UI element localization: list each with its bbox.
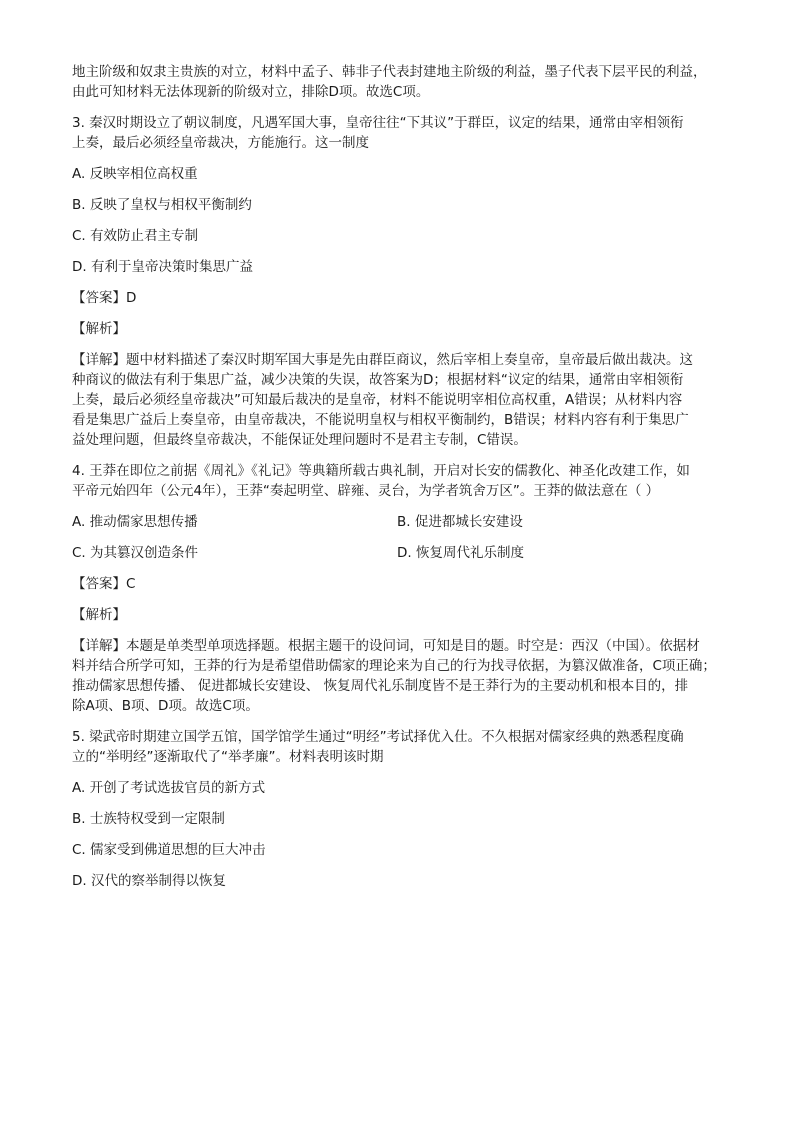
question-stem-line: 上奏，最后必须经皇帝裁决，方能施行。这一制度 bbox=[72, 135, 369, 151]
question-3-option-c: C. 有效防止君主专制 bbox=[72, 228, 199, 244]
question-3-stem bbox=[72, 113, 732, 153]
detail-line: 益处理问题，但最终皇帝裁决，不能保证处理问题时不是君主专制，C错误。 bbox=[72, 432, 527, 448]
question-4-option-d: D. 恢复周代礼乐制度 bbox=[397, 545, 524, 561]
question-stem-line: 平帝元始四年（公元4年），王莽“奏起明堂、辟雍、灵台，为学者筑舍万区”。王莽的做法意在（ ） bbox=[72, 483, 660, 499]
question-4-options-row-1 bbox=[72, 512, 732, 532]
detail-line: 推动儒家思想传播、 促进都城长安建设、 恢复周代礼乐制度皆不是王莽行为的主要动机和根本目的，排 bbox=[72, 678, 689, 694]
question-4-analysis-label: 【解析】 bbox=[72, 607, 126, 623]
detail-line: 看是集思广益后上奏皇帝，由皇帝裁决，不能说明皇权与相权平衡制约，B错误；材料内容有利于集思广 bbox=[72, 412, 689, 428]
document-page bbox=[72, 62, 732, 902]
question-stem-line: 立的“举明经”逐渐取代了“举孝廉”。材料表明该时期 bbox=[72, 749, 384, 765]
intro-paragraph bbox=[72, 62, 732, 102]
detail-line: 上奏，最后必须经皇帝裁决”可知最后裁决的是皇帝，材料不能说明宰相位高权重，A错误；从材料内容 bbox=[72, 392, 683, 408]
question-4-options-row-2 bbox=[72, 543, 732, 563]
question-4-answer: 【答案】C bbox=[72, 576, 136, 592]
intro-line: 由此可知材料无法体现新的阶级对立，排除D项。故选C项。 bbox=[72, 84, 430, 100]
question-3-option-d: D. 有利于皇帝决策时集思广益 bbox=[72, 259, 253, 275]
question-3-detail bbox=[72, 350, 732, 450]
question-5-stem bbox=[72, 727, 732, 767]
question-stem-line: 3. 秦汉时期设立了朝议制度，凡遇军国大事，皇帝往往“下其议”于群臣，议定的结果，通常由宰相领衔 bbox=[72, 115, 684, 131]
question-3-option-b: B. 反映了皇权与相权平衡制约 bbox=[72, 197, 252, 213]
question-5-option-a: A. 开创了考试选拔官员的新方式 bbox=[72, 780, 266, 796]
question-4-option-b: B. 促进都城长安建设 bbox=[397, 514, 523, 530]
detail-line: 【详解】题中材料描述了秦汉时期军国大事是先由群臣商议，然后宰相上奏皇帝，皇帝最后做出裁决。这 bbox=[72, 352, 693, 368]
question-stem-line: 5. 梁武帝时期建立国学五馆，国学馆学生通过“明经”考试择优入仕。不久根据对儒家经典的熟悉程度确 bbox=[72, 729, 684, 745]
question-stem-line: 4. 王莽在即位之前据《周礼》《礼记》等典籍所载古典礼制，开启对长安的儒教化、神圣化改建工作，如 bbox=[72, 463, 690, 479]
question-5-option-c: C. 儒家受到佛道思想的巨大冲击 bbox=[72, 842, 266, 858]
detail-line: 除A项、B项、D项。故选C项。 bbox=[72, 698, 259, 714]
question-4-option-a: A. 推动儒家思想传播 bbox=[72, 514, 198, 530]
detail-line: 【详解】本题是单类型单项选择题。根据主题干的设问词，可知是目的题。时空是：西汉（中国）。依据材 bbox=[72, 638, 700, 654]
question-3-answer: 【答案】D bbox=[72, 290, 137, 306]
question-4-option-c: C. 为其篡汉创造条件 bbox=[72, 545, 199, 561]
detail-line: 料并结合所学可知，王莽的行为是希望借助儒家的理论来为自己的行为找寻依据，为篡汉做准备，C项正确； bbox=[72, 658, 716, 674]
question-5-option-b: B. 士族特权受到一定限制 bbox=[72, 811, 225, 827]
question-4-stem bbox=[72, 461, 732, 501]
intro-line: 地主阶级和奴隶主贵族的对立，材料中孟子、韩非子代表封建地主阶级的利益，墨子代表下层平民的利益， bbox=[72, 64, 707, 80]
question-5-option-d: D. 汉代的察举制得以恢复 bbox=[72, 873, 226, 889]
question-3-analysis-label: 【解析】 bbox=[72, 321, 126, 337]
detail-line: 种商议的做法有利于集思广益，减少决策的失误，故答案为D；根据材料“议定的结果，通常由宰相领衔 bbox=[72, 372, 684, 388]
question-3-option-a: A. 反映宰相位高权重 bbox=[72, 166, 198, 182]
question-4-detail bbox=[72, 636, 732, 716]
